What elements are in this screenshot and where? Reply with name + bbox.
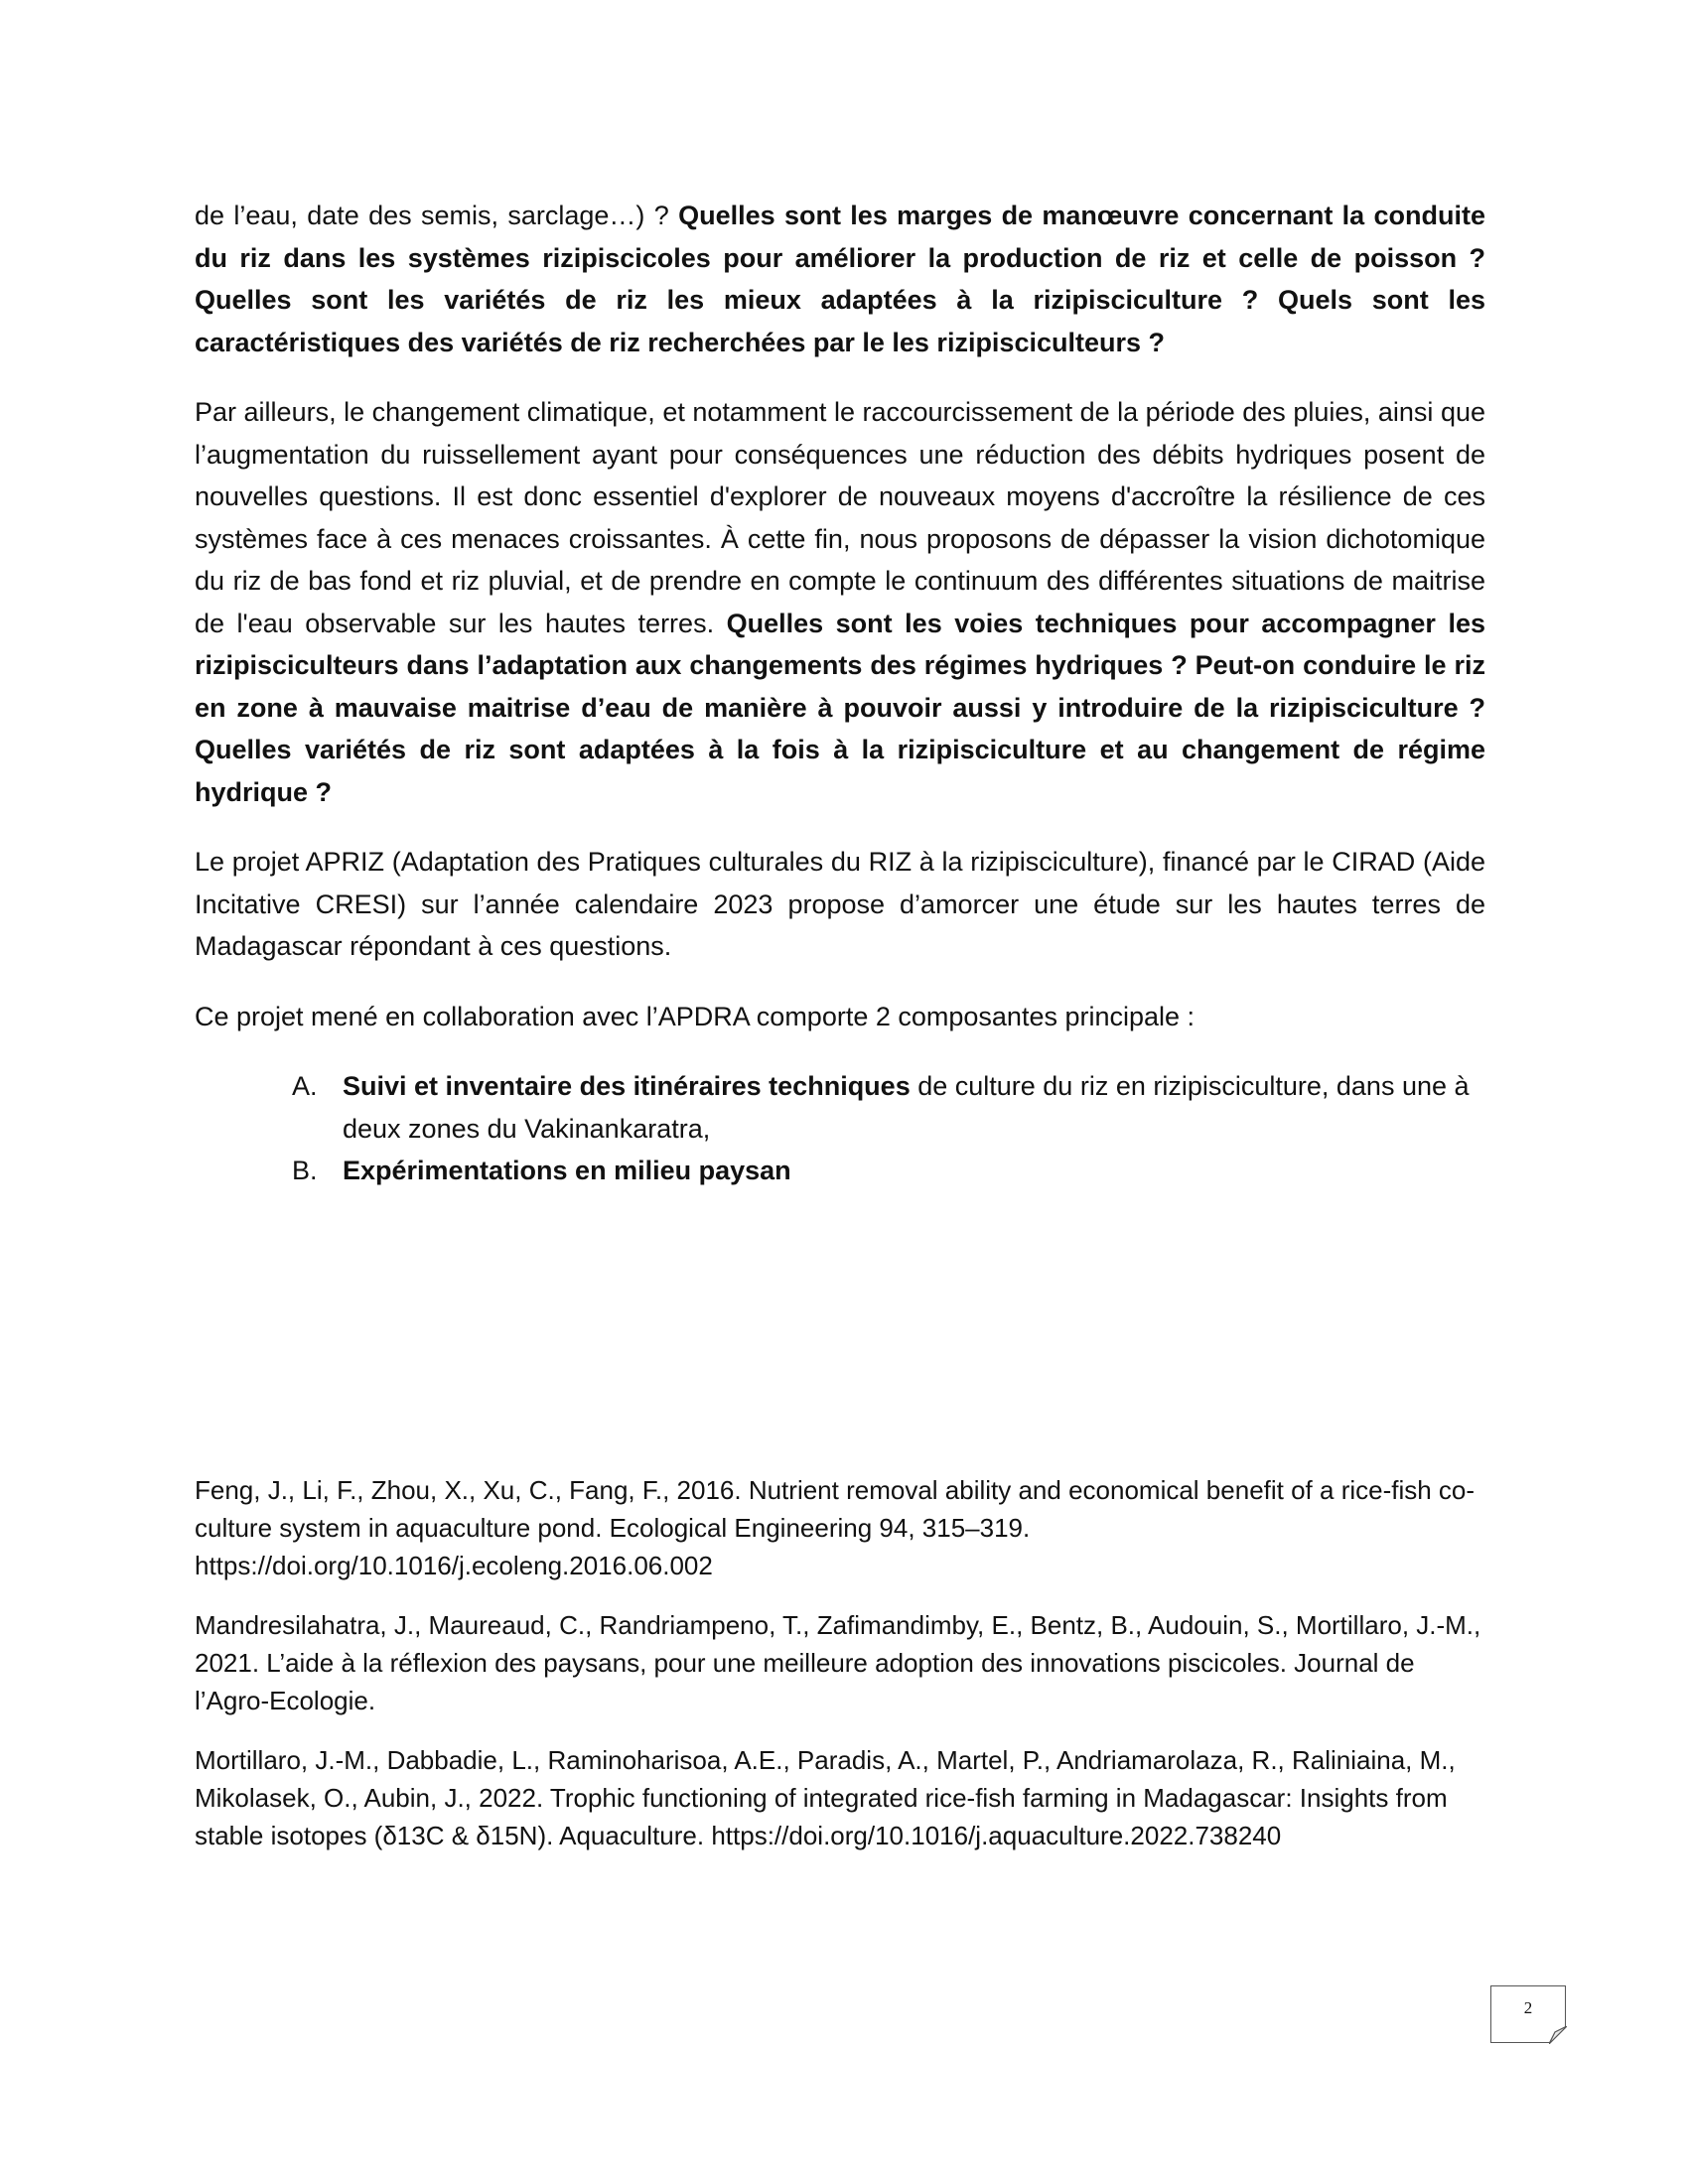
list-item: [195, 1150, 1485, 1192]
list-item-text: de culture du riz en rizipisciculture, dans une à deux zones du Vakinankaratra,: [343, 1071, 1470, 1144]
paragraph-1-text: de l’eau, date des semis, sarclage…) ?: [195, 201, 679, 230]
page-number-box: [1490, 1985, 1566, 2043]
list-item: [195, 1065, 1485, 1150]
references: [195, 1471, 1485, 1876]
paragraph-1: [195, 195, 1485, 363]
paragraph-4: Ce projet mené en collaboration avec l’APDRA comporte 2 composantes principale :: [195, 1001, 1196, 1031]
list-marker: A.: [292, 1071, 318, 1101]
list-item-bold: Expérimentations en milieu paysan: [343, 1156, 791, 1185]
list-item-bold: Suivi et inventaire des itinéraires techniques: [343, 1071, 911, 1101]
reference-mandresilahatra: Mandresilahatra, J., Maureaud, C., Randriampeno, T., Zafimandimby, E., Bentz, B., Audouin, S., Mortillaro, J.-M., 2021. L’aide à la réflexion des paysans, pour une meilleure adoption des innovations piscicoles. Journal de l’Agro-Ecologie.: [195, 1610, 1481, 1715]
reference-feng: Feng, J., Li, F., Zhou, X., Xu, C., Fang, F., 2016. Nutrient removal ability and economical benefit of a rice-fish co-culture system in aquaculture pond. Ecological Engineering 94, 315–319. https://doi.org/10.1016/j.ecoleng.2016.06.002: [195, 1475, 1476, 1580]
paragraph-1-bold: Quelles sont les marges de manœuvre concernant la conduite du riz dans les systèmes rizipiscicoles pour améliorer la production de riz et celle de poisson ? Quelles sont les variétés de riz les mieux adaptées à la rizipisciculture ? Quels sont les caractéristiques des variétés de riz recherchées par le les rizipisciculteurs ?: [195, 201, 1485, 357]
page-number: 2: [1523, 1998, 1533, 2017]
paragraph-2-bold: Quelles sont les voies techniques pour accompagner les rizipisciculteurs dans l’adaptation aux changements des régimes hydriques ? Peut-on conduire le riz en zone à mauvaise maitrise d’eau de manière à pouvoir aussi y introduire de la rizipisciculture ? Quelles variétés de riz sont adaptées à la fois à la rizipisciculture et au changement de régime hydrique ?: [195, 608, 1485, 807]
paragraph-2: [195, 391, 1485, 813]
reference-mortillaro: Mortillaro, J.-M., Dabbadie, L., Raminoharisoa, A.E., Paradis, A., Martel, P., Andriamarolaza, R., Raliniaina, M., Mikolasek, O., Aubin, J., 2022. Trophic functioning of integrated rice-fish farming in Madagascar: Insights from stable isotopes (δ13C & δ15N). Aquaculture. https://doi.org/10.1016/j.aquaculture.2022.738240: [195, 1745, 1456, 1850]
page-curl-icon: [1549, 2026, 1567, 2044]
paragraph-3: Le projet APRIZ (Adaptation des Pratiques culturales du RIZ à la rizipisciculture), financé par le CIRAD (Aide Incitative CRESI) sur l’année calendaire 2023 propose d’amorcer une étude sur les hautes terres de Madagascar répondant à ces questions.: [195, 847, 1485, 961]
list-marker: B.: [292, 1156, 318, 1185]
body-text: [195, 195, 1485, 1192]
paragraph-2-text: Par ailleurs, le changement climatique, et notamment le raccourcissement de la période des pluies, ainsi que l’augmentation du ruissellement ayant pour conséquences une réduction des débits hydriques posent de nouvelles questions. Il est donc essentiel d'explorer de nouveaux moyens d'accroître la résilience de ces systèmes face à ces menaces croissantes. À cette fin, nous proposons de dépasser la vision dichotomique du riz de bas fond et riz pluvial, et de prendre en compte le continuum des différentes situations de maitrise de l'eau observable sur les hautes terres.: [195, 397, 1485, 638]
components-list: [195, 1065, 1485, 1192]
